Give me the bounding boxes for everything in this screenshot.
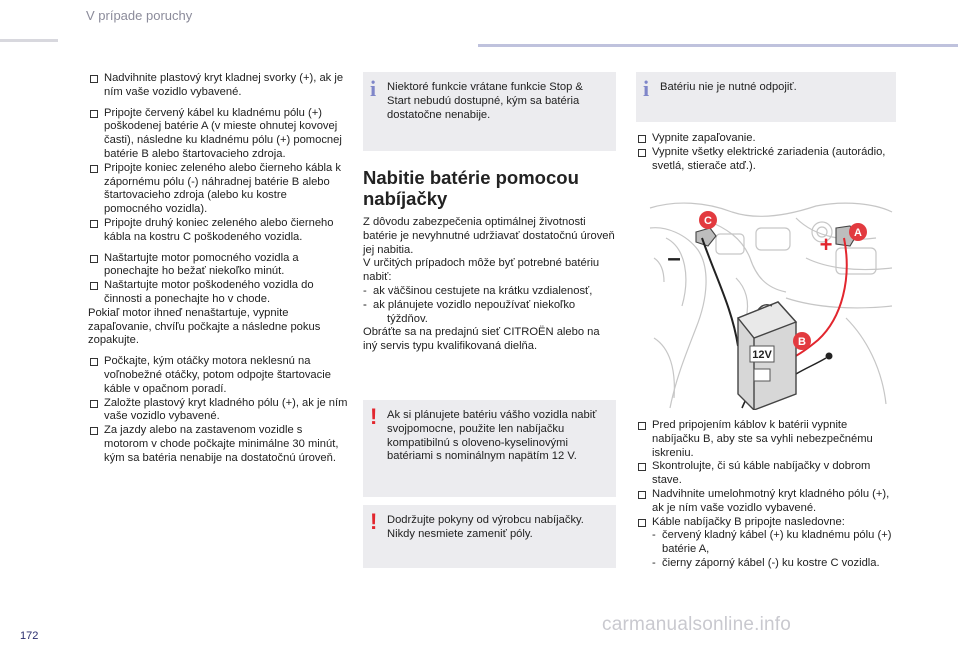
step-devices-off: Vypnite všetky elektrické zariadenia (autorádio, svetlá, stierače atď.). [636, 146, 894, 174]
step-start-helper: Naštartujte motor pomocného vozidla a ponechajte ho bežať niekoľko minút. [88, 252, 348, 280]
dash-item-1: - ak väčšinou cestujete na krátku vzdialenosť, [363, 285, 616, 299]
step-connect-green-c: Pripojte druhý koniec zeleného alebo čierneho kábla na kostru C poškodeného vozidla. [88, 217, 348, 245]
column-3-top [636, 132, 894, 173]
info-note-stop-start [363, 72, 616, 151]
step-ignition-off: Vypnite zapaľovanie. [636, 132, 894, 146]
info-icon: i [370, 76, 377, 101]
paragraph-2: V určitých prípadoch môže byť potrebné batériu nabiť: [363, 257, 600, 284]
badge-b [793, 332, 811, 350]
info-icon: i [643, 76, 650, 101]
badge-c [699, 211, 717, 229]
header-rule-right [478, 44, 958, 47]
step-replace-cover: Založte plastový kryt kladného pólu (+), ak je ním vaše vozidlo vybavené. [88, 397, 348, 425]
svg-text:C: C [704, 215, 712, 227]
paragraph-1: Z dôvodu zabezpečenia optimálnej životnosti batérie je nevyhnutné udržiavať dostatočnú úroveň jej nabitia. [363, 216, 615, 256]
warning-note-text: Ak si plánujete batériu vášho vozidla nabiť svojpomocne, použite len nabíjačku kompatibilnú s oloveno-kyselinovými batériami s nominálnym napätím 12 V. [387, 409, 597, 463]
warning-icon: ! [370, 404, 378, 429]
column-3-bottom [636, 419, 894, 571]
step-lift-cover: Nadvihnite umelohmotný kryt kladného pólu (+), ak je ním vaše vozidlo vybavené. [636, 488, 894, 516]
dash-black-cable: - čierny záporný kábel (-) ku kostre C vozidla. [652, 557, 894, 571]
step-disconnect: Počkajte, kým otáčky motora neklesnú na voľnobežné otáčky, potom odpojte štartovacie káble v opačnom poradí. [88, 355, 348, 396]
retry-note: Pokiaľ motor ihneď nenaštartuje, vypnite zapaľovanie, chvíľu počkajte a následne pokus zopakujte. [88, 306, 321, 347]
column-2-body [363, 216, 616, 354]
svg-text:B: B [798, 336, 806, 348]
step-drive-charge: Za jazdy alebo na zastavenom vozidle s motorom v chode počkajte minimálne 30 minút, kým sa batéria nenabije na dostatočnú úroveň. [88, 424, 348, 465]
step-connect-cables: Káble nabíjačky B pripojte nasledovne: [636, 516, 894, 530]
info-note-disconnect [636, 72, 896, 122]
step-charger-off: Pred pripojením káblov k batérii vypnite nabíjačku B, aby ste sa vyhli nebezpečnému iskreniu. [636, 419, 894, 460]
minus-symbol: – [667, 245, 681, 272]
watermark: carmanualsonline.info [602, 614, 792, 635]
section-title: Nabitie batérie pomocou nabíjačky [363, 167, 579, 209]
column-1 [88, 72, 348, 466]
dash-red-cable: - červený kladný kábel (+) ku kladnému pólu (+) batérie A, [652, 529, 894, 557]
page-number: 172 [20, 630, 39, 642]
warning-note-polarity [363, 505, 616, 568]
plus-symbol: + [819, 232, 833, 257]
paragraph-3: Obráťte sa na predajnú sieť CITROËN alebo na iný servis typu kvalifikovaná dielňa. [363, 326, 600, 353]
warning-icon: ! [370, 509, 378, 534]
header-rule-left [0, 39, 58, 42]
step-start-vehicle: Naštartujte motor poškodeného vozidla do činnosti a ponechajte ho v chode. [88, 279, 348, 307]
step-connect-red: Pripojte červený kábel ku kladnému pólu (+) poškodenej batérie A (v mieste ohnutej kovovej časti), následne ku kladnému pólu (+) pomocnej batérie B alebo štartovacieho zdroja. [88, 107, 348, 162]
step-connect-green-b: Pripojte koniec zeleného alebo čierneho kábla k zápornému pólu (-) náhradnej batérie B alebo štartovacieho zdroja (alebo ku kostre pomocného vozidla). [88, 162, 348, 217]
dash-item-2: - - ak plánujete vozidlo nepoužívať niekoľko týždňov. [363, 299, 616, 327]
charger-voltage-label: 12V [752, 349, 772, 361]
svg-text:A: A [854, 227, 862, 239]
step-lift-cover: Nadvihnite plastový kryt kladnej svorky (+), ak je ním vaše vozidlo vybavené. [88, 72, 348, 100]
warning-note-charger [363, 400, 616, 497]
step-check-cables: Skontrolujte, či sú káble nabíjačky v dobrom stave. [636, 460, 894, 488]
warning-note-text: Dodržujte pokyny od výrobcu nabíjačky. Nikdy nesmiete zameniť póly. [387, 514, 584, 540]
info-note-text: Niektoré funkcie vrátane funkcie Stop & Start nebudú dostupné, kým sa batéria dostatočne nenabije. [387, 81, 583, 121]
page-header-title: V prípade poruchy [86, 8, 193, 23]
badge-a [849, 223, 867, 241]
charger-illustration [646, 198, 894, 410]
info-note-text: Batériu nie je nutné odpojiť. [660, 81, 797, 93]
